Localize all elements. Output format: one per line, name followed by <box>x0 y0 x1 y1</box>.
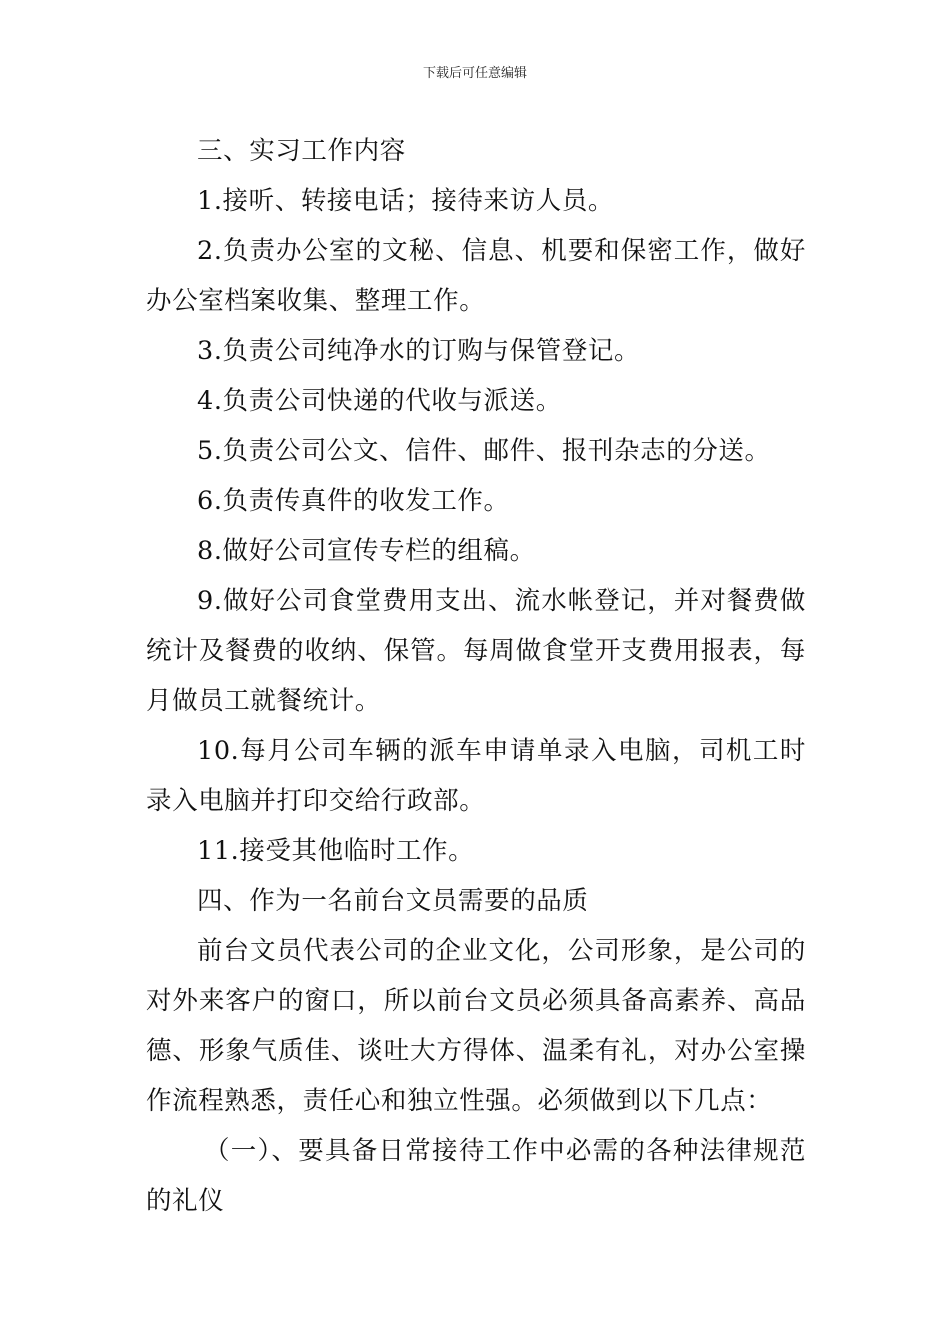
list-item-10: 10.每月公司车辆的派车申请单录入电脑，司机工时录入电脑并打印交给行政部。 <box>146 736 806 816</box>
list-item-8: 8.做好公司宣传专栏的组稿。 <box>197 536 536 566</box>
list-item-2: 2.负责办公室的文秘、信息、机要和保密工作，做好办公室档案收集、整理工作。 <box>146 236 806 316</box>
list-item-3: 3.负责公司纯净水的订购与保管登记。 <box>197 336 641 366</box>
list-item-11: 11.接受其他临时工作。 <box>197 836 475 866</box>
page-header: 下载后可任意编辑 <box>422 66 527 81</box>
list-item-9: 9.做好公司食堂费用支出、流水帐登记，并对餐费做统计及餐费的收纳、保管。每周做食堂开支费用报表，每月做员工就餐统计。 <box>146 586 806 716</box>
subsection-heading-etiquette: （一）、要具备日常接待工作中必需的各种法律规范的礼仪 <box>146 1136 806 1216</box>
list-item-6: 6.负责传真件的收发工作。 <box>197 486 510 516</box>
section-heading-required-qualities: 四、作为一名前台文员需要的品质 <box>197 886 589 916</box>
document-body <box>146 126 806 1226</box>
list-item-5: 5.负责公司公文、信件、邮件、报刊杂志的分送。 <box>197 436 771 466</box>
list-item-4: 4.负责公司快递的代收与派送。 <box>197 386 562 416</box>
section-heading-internship-content: 三、实习工作内容 <box>197 136 406 166</box>
list-item-1: 1.接听、转接电话；接待来访人员。 <box>197 186 615 216</box>
body-paragraph-front-desk-role: 前台文员代表公司的企业文化，公司形象，是公司的对外来客户的窗口，所以前台文员必须具备高素养、高品德、形象气质佳、谈吐大方得体、温柔有礼，对办公室操作流程熟悉，责任心和独立性强。必须做到以下几点： <box>146 936 806 1116</box>
